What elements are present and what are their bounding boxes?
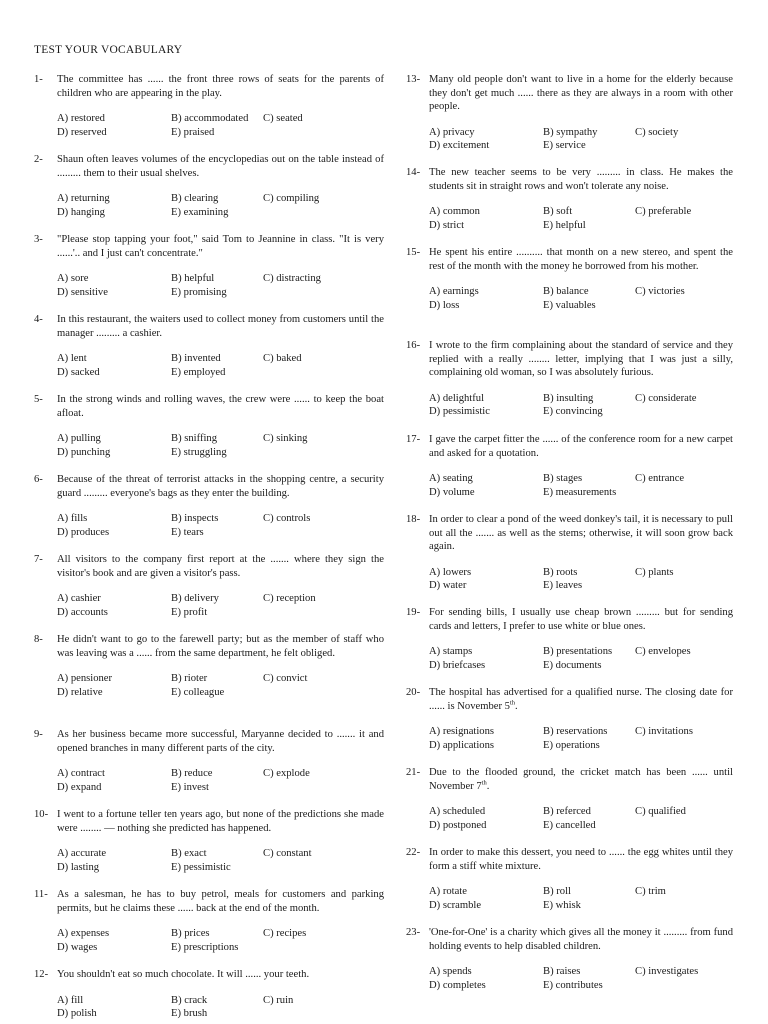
question-text (406, 606, 733, 633)
question-stem: In this restaurant, the waiters used to collect money from customers until the manager ......... a cashier. (57, 314, 384, 339)
question-text (406, 846, 733, 873)
answer-options (34, 352, 384, 379)
question-text (34, 473, 384, 500)
question-number: 11- (34, 889, 48, 900)
question-stem: He didn't want to go to the farewell party; but as the member of staff who was leaving was a ...... from the same department, he felt obliged. (57, 634, 384, 659)
question-item (406, 339, 733, 419)
answer-option: C) reception (263, 593, 316, 605)
question-stem: For sending bills, I usually use cheap brown ......... but for sending cards and letters, I prefer to use white or blue ones. (429, 607, 733, 632)
answer-option: A) privacy (429, 126, 475, 138)
answer-option: D) wages (57, 941, 98, 953)
answer-option (263, 526, 384, 540)
answer-options (406, 126, 733, 153)
question-stem: I gave the carpet fitter the ...... of the conference room for a new carpet and asked for a quotation. (429, 434, 733, 459)
question-text (406, 433, 733, 460)
answer-option: E) measurements (543, 486, 617, 498)
answer-option: B) stages (543, 473, 583, 485)
question-stem: The committee has ...... the front three rows of seats for the parents of children who are appearing in the play. (57, 74, 384, 99)
answer-option: B) sniffing (171, 433, 218, 445)
answer-option: D) sensitive (57, 286, 108, 298)
answer-option: E) contributes (543, 979, 603, 991)
question-text (406, 166, 733, 193)
answer-options (406, 805, 733, 832)
answer-option: A) expenses (57, 928, 110, 940)
question-number: 18- (406, 514, 421, 525)
question-number: 21- (406, 767, 421, 778)
answer-options (34, 927, 384, 954)
answer-option: E) documents (543, 659, 602, 671)
answer-options (406, 645, 733, 672)
answer-option: B) roots (543, 566, 578, 578)
question-text (406, 766, 733, 793)
question-stem: As a salesman, he has to buy petrol, meals for customers and parking permits, but he claims these ...... back at the end of the month. (57, 889, 384, 914)
question-item (34, 728, 384, 794)
question-item (34, 968, 384, 1021)
answer-option: A) resignations (429, 726, 495, 738)
question-number: 13- (406, 74, 421, 85)
question-number: 15- (406, 247, 421, 258)
answer-option: A) lent (57, 353, 87, 365)
question-text (34, 808, 384, 835)
answer-option (635, 405, 733, 419)
answer-option: D) lasting (57, 861, 100, 873)
question-item (406, 766, 733, 832)
question-item (34, 473, 384, 539)
question-number: 12- (34, 969, 49, 980)
ordinal-suffix: th (509, 699, 515, 707)
question-stem: You shouldn't eat so much chocolate. It will ...... your teeth. (57, 969, 310, 980)
answer-option: E) colleague (171, 686, 225, 698)
answer-option: B) referced (543, 806, 591, 818)
answer-options (34, 592, 384, 619)
answer-options (34, 432, 384, 459)
answer-options (34, 112, 384, 139)
answer-option: D) relative (57, 686, 103, 698)
question-number: 22- (406, 847, 421, 858)
question-text (406, 926, 733, 953)
question-item (34, 73, 384, 139)
answer-option: C) recipes (263, 928, 307, 940)
answer-option: B) presentations (543, 646, 613, 658)
answer-options (34, 672, 384, 699)
answer-option (635, 579, 733, 593)
question-stem: In the strong winds and rolling waves, the crew were ...... to keep the boat afloat. (57, 394, 384, 419)
answer-option: A) cashier (57, 593, 101, 605)
question-stem: Due to the flooded ground, the cricket match has been ...... until November 7 (429, 767, 733, 792)
question-item (406, 606, 733, 672)
question-number: 8- (34, 634, 43, 645)
question-text (34, 233, 384, 260)
answer-option: A) common (429, 206, 480, 218)
question-text (406, 73, 733, 114)
answer-option: E) brush (171, 1008, 208, 1020)
answer-option: B) raises (543, 966, 581, 978)
answer-option: A) lowers (429, 566, 472, 578)
question-number: 20- (406, 687, 421, 698)
answer-option: A) accurate (57, 848, 107, 860)
answer-option: D) hanging (57, 206, 105, 218)
answer-option: E) examining (171, 206, 229, 218)
answer-option (263, 206, 384, 220)
question-stem: He spent his entire .......... that month on a new stereo, and spent the rest of the month with the money he borrowed from his mother. (429, 247, 733, 272)
question-item (406, 433, 733, 499)
question-text (34, 153, 384, 180)
answer-option (263, 126, 384, 140)
page-title: TEST YOUR VOCABULARY (34, 44, 183, 56)
answer-option: A) fills (57, 513, 88, 525)
question-item (34, 393, 384, 459)
answer-option: B) clearing (171, 193, 219, 205)
answer-option: C) preferable (635, 206, 692, 218)
question-item (34, 153, 384, 219)
question-text (406, 246, 733, 273)
question-item (34, 313, 384, 379)
answer-option (263, 606, 384, 620)
answer-option: C) plants (635, 566, 674, 578)
answer-option: A) pensioner (57, 673, 113, 685)
answer-option: E) struggling (171, 446, 227, 458)
question-text (34, 968, 384, 982)
question-number: 10- (34, 809, 49, 820)
question-stem-end: . (486, 780, 490, 792)
question-stem: I wrote to the firm complaining about the standard of service and they replied with a really ........ letter, implying that I was just a silly, complaining old woman, so I was absolutely furious. (429, 340, 733, 379)
question-item (34, 233, 384, 299)
answer-option: C) victories (635, 286, 685, 298)
answer-option: D) water (429, 580, 467, 592)
answer-option: E) invest (171, 781, 209, 793)
question-number: 3- (34, 234, 43, 245)
answer-option: C) society (635, 126, 679, 138)
question-text (34, 553, 384, 580)
answer-option (635, 739, 733, 753)
question-text (34, 393, 384, 420)
answer-option (635, 819, 733, 833)
answer-option: E) convincing (543, 406, 603, 418)
answer-option: E) tears (171, 526, 204, 538)
ordinal-suffix: th (481, 779, 487, 787)
answer-options (34, 272, 384, 299)
question-item (406, 846, 733, 912)
answer-option (263, 366, 384, 380)
question-text (406, 339, 733, 380)
answer-option: D) pessimistic (429, 406, 490, 418)
answer-option: D) reserved (57, 126, 107, 138)
answer-option: B) delivery (171, 593, 219, 605)
answer-option (263, 1007, 384, 1021)
answer-option: D) loss (429, 299, 460, 311)
question-number: 23- (406, 927, 421, 938)
answer-option: D) polish (57, 1008, 97, 1020)
answer-option: C) ruin (263, 994, 294, 1006)
answer-option: D) scramble (429, 899, 482, 911)
question-number: 6- (34, 474, 43, 485)
answer-option: A) spends (429, 966, 472, 978)
question-number: 17- (406, 434, 421, 445)
answer-option: C) trim (635, 886, 666, 898)
question-item (406, 513, 733, 593)
answer-option: E) cancelled (543, 819, 596, 831)
answer-option (635, 979, 733, 993)
answer-option: A) rotate (429, 886, 467, 898)
answer-option: B) rioter (171, 673, 208, 685)
answer-option: B) soft (543, 206, 573, 218)
answer-options (406, 472, 733, 499)
question-text (406, 686, 733, 713)
question-text (34, 73, 384, 100)
answer-option: C) sinking (263, 433, 308, 445)
question-item (406, 166, 733, 232)
answer-option: A) stamps (429, 646, 473, 658)
answer-option: A) delightful (429, 392, 485, 404)
answer-option: C) baked (263, 353, 302, 365)
answer-option: D) accounts (57, 606, 108, 618)
answer-option: E) leaves (543, 580, 583, 592)
question-number: 19- (406, 607, 421, 618)
answer-option (635, 139, 733, 153)
answer-option (263, 781, 384, 795)
question-stem: I went to a fortune teller ten years ago, but none of the predictions she made were ........ — nothing she predicted has happened. (57, 809, 384, 834)
answer-option (263, 861, 384, 875)
question-text (34, 313, 384, 340)
question-text (34, 888, 384, 915)
answer-option: E) profit (171, 606, 208, 618)
answer-option: A) returning (57, 193, 110, 205)
answer-option: A) sore (57, 273, 89, 285)
answer-option (263, 446, 384, 460)
answer-option (635, 299, 733, 313)
question-text (34, 728, 384, 755)
answer-options (406, 885, 733, 912)
answer-option: A) earnings (429, 286, 479, 298)
answer-option: D) completes (429, 979, 486, 991)
answer-options (406, 566, 733, 593)
answer-options (34, 192, 384, 219)
answer-option: C) compiling (263, 193, 320, 205)
question-stem: As her business became more successful, Maryanne decided to ....... it and opened branches in many different parts of the city. (57, 729, 384, 754)
question-stem: "Please stop tapping your foot," said Tom to Jeannine in class. "It is very ......'.. and I just can't concentrate." (57, 234, 384, 259)
answer-options (406, 725, 733, 752)
question-number: 16- (406, 340, 421, 351)
answer-option: E) operations (543, 739, 600, 751)
answer-option (263, 286, 384, 300)
answer-option: C) distracting (263, 273, 321, 285)
question-number: 9- (34, 729, 43, 740)
question-stem: In order to clear a pond of the weed donkey's tail, it is necessary to pull out all the ....... as well as the stems; otherwise, it will soon grow back again. (429, 514, 733, 553)
answer-option: B) exact (171, 848, 207, 860)
question-item (406, 73, 733, 153)
answer-options (406, 205, 733, 232)
answer-option: E) service (543, 140, 586, 152)
answer-option: A) restored (57, 113, 105, 125)
answer-option: B) sympathy (543, 126, 598, 138)
answer-option: B) insulting (543, 392, 594, 404)
question-number: 2- (34, 154, 43, 165)
answer-option: D) postponed (429, 819, 487, 831)
question-text (34, 633, 384, 660)
answer-option: A) seating (429, 473, 473, 485)
question-text (406, 513, 733, 554)
question-item (34, 633, 384, 699)
question-number: 7- (34, 554, 43, 565)
question-stem: 'One-for-One' is a charity which gives all the money it ......... from fund holding events to help disabled children. (429, 927, 733, 952)
answer-option: D) excitement (429, 140, 490, 152)
answer-options (406, 392, 733, 419)
answer-option (635, 899, 733, 913)
answer-option (635, 486, 733, 500)
answer-option: C) qualified (635, 806, 686, 818)
answer-option: A) contract (57, 768, 105, 780)
question-number: 4- (34, 314, 43, 325)
answer-option: C) explode (263, 768, 310, 780)
question-item (34, 888, 384, 954)
answer-options (34, 994, 384, 1021)
answer-option: E) promising (171, 286, 227, 298)
answer-option: E) helpful (543, 219, 586, 231)
answer-option: C) entrance (635, 473, 685, 485)
question-stem: Many old people don't want to live in a home for the elderly because they don't get much ...... there as they are always in a room with other people. (429, 74, 733, 113)
question-item (34, 808, 384, 874)
answer-option: D) produces (57, 526, 110, 538)
question-number: 5- (34, 394, 43, 405)
answer-option (263, 941, 384, 955)
answer-option: B) reduce (171, 768, 213, 780)
answer-option: D) expand (57, 781, 102, 793)
answer-option: D) briefcases (429, 659, 486, 671)
answer-option: D) applications (429, 739, 495, 751)
question-stem: Shaun often leaves volumes of the encyclopedias out on the table instead of ......... them to their usual shelves. (57, 154, 384, 179)
answer-option: E) whisk (543, 899, 581, 911)
answer-option: C) invitations (635, 726, 693, 738)
answer-option: B) invented (171, 353, 221, 365)
answer-option: B) prices (171, 928, 210, 940)
answer-option: E) valuables (543, 299, 596, 311)
answer-option: D) punching (57, 446, 111, 458)
answer-option: B) crack (171, 994, 208, 1006)
answer-option (635, 219, 733, 233)
question-stem: The hospital has advertised for a qualified nurse. The closing date for ...... is November 5 (429, 687, 733, 712)
answer-option: C) envelopes (635, 646, 691, 658)
answer-option: B) accommodated (171, 113, 249, 125)
answer-option: B) roll (543, 886, 571, 898)
answer-options (34, 847, 384, 874)
answer-option: A) scheduled (429, 806, 486, 818)
answer-option: A) fill (57, 994, 84, 1006)
answer-option (635, 659, 733, 673)
answer-options (34, 767, 384, 794)
answer-option: C) considerate (635, 392, 697, 404)
question-stem: The new teacher seems to be very ......... in class. He makes the students sit in straight rows and won't tolerate any noise. (429, 167, 733, 192)
answer-options (406, 285, 733, 312)
answer-option: D) sacked (57, 366, 100, 378)
answer-option: E) pessimistic (171, 861, 231, 873)
answer-option: B) reservations (543, 726, 608, 738)
answer-options (34, 512, 384, 539)
answer-option: D) volume (429, 486, 475, 498)
answer-option (263, 686, 384, 700)
question-item (34, 553, 384, 619)
answer-option: D) strict (429, 219, 465, 231)
question-item (406, 686, 733, 752)
answer-option: C) investigates (635, 966, 699, 978)
question-number: 1- (34, 74, 43, 85)
answer-options (406, 965, 733, 992)
question-item (406, 246, 733, 312)
answer-option: C) controls (263, 513, 311, 525)
answer-option: B) inspects (171, 513, 219, 525)
question-item (406, 926, 733, 992)
answer-option: C) constant (263, 848, 312, 860)
answer-option: B) helpful (171, 273, 215, 285)
question-stem: Because of the threat of terrorist attacks in the shopping centre, a security guard ......... everyone's bags as they enter the building. (57, 474, 384, 499)
answer-option: C) convict (263, 673, 308, 685)
question-stem: All visitors to the company first report at the ....... where they sign the visitor's book and are given a visitor's pass. (57, 554, 384, 579)
answer-option: E) employed (171, 366, 226, 378)
question-stem: In order to make this dessert, you need to ...... the egg whites until they form a stiff white mixture. (429, 847, 733, 872)
question-stem-end: . (514, 700, 518, 712)
answer-option: B) balance (543, 286, 589, 298)
question-number: 14- (406, 167, 421, 178)
answer-option: E) praised (171, 126, 215, 138)
answer-option: A) pulling (57, 433, 101, 445)
answer-option: C) seated (263, 113, 303, 125)
answer-option: E) prescriptions (171, 941, 239, 953)
